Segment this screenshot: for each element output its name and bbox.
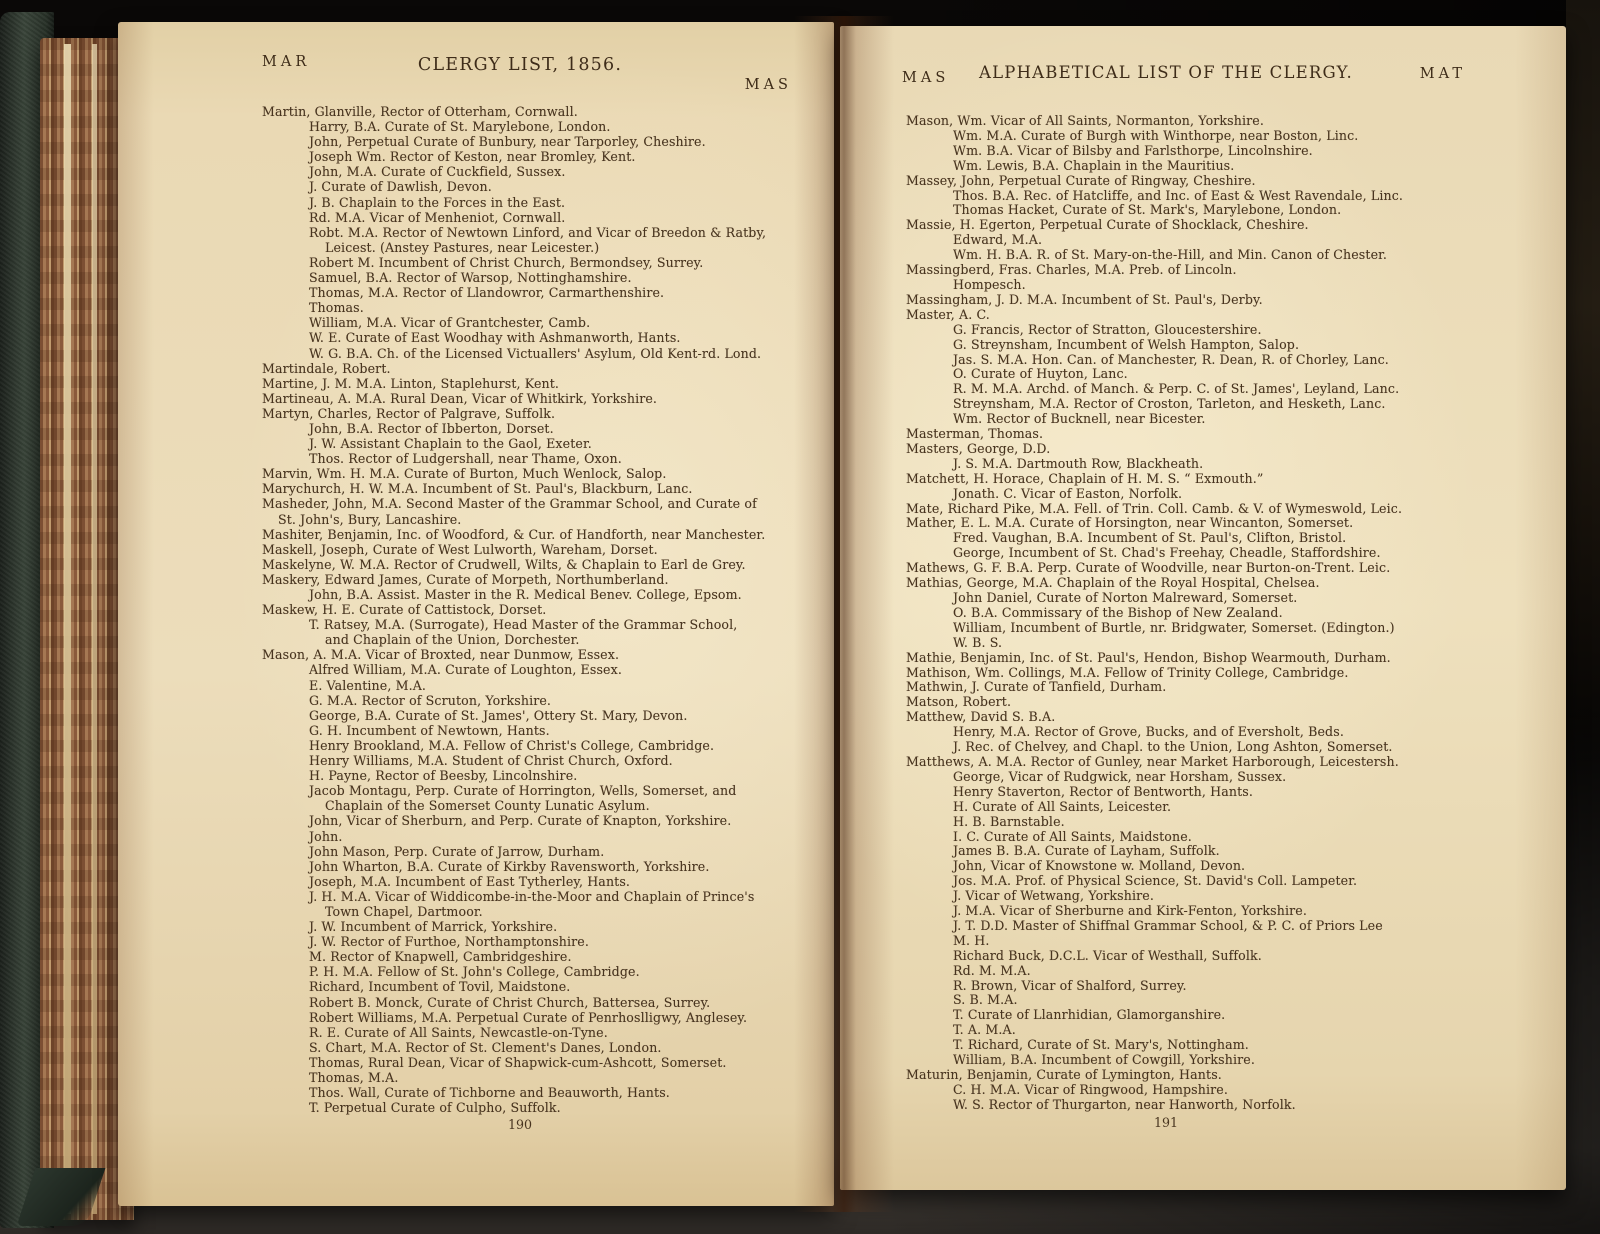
clergy-entry-line: Jas. S. M.A. Hon. Can. of Manchester, R. Dean, R. of Chorley, Lanc. (953, 351, 1389, 367)
clergy-entry-line: Robt. M.A. Rector of Newtown Linford, and Vicar of Breedon & Ratby, (309, 224, 767, 240)
clergy-entry-line: Marychurch, H. W. M.A. Incumbent of St. Paul's, Blackburn, Lanc. (262, 481, 693, 497)
clergy-entry-line: Rd. M. M.A. (953, 962, 1031, 978)
clergy-entry-line: Samuel, B.A. Rector of Warsop, Nottinghamshire. (309, 270, 632, 286)
clergy-entry-line: Maskelyne, W. M.A. Rector of Crudwell, Wilts, & Chaplain to Earl de Grey. (262, 556, 746, 572)
clergy-entry-line: Thomas. (309, 300, 364, 316)
clergy-entry-line: Henry Brookland, M.A. Fellow of Christ's College, Cambridge. (309, 737, 715, 753)
clergy-entry-line: Robert Williams, M.A. Perpetual Curate of Penrhoslligwy, Anglesey. (309, 1009, 748, 1025)
clergy-entry-line: W. G. B.A. Ch. of the Licensed Victuallers' Asylum, Old Kent-rd. Lond. (309, 345, 762, 361)
clergy-entry-line: Mathie, Benjamin, Inc. of St. Paul's, Hendon, Bishop Wearmouth, Durham. (906, 649, 1391, 665)
left-page-text (262, 52, 792, 1133)
clergy-entry-line: Leicest. (Anstey Pastures, near Leicester.) (325, 239, 600, 255)
clergy-entry-line: Masters, George, D.D. (906, 440, 1051, 456)
clergy-entry-line: J. H. M.A. Vicar of Widdicombe-in-the-Moor and Chaplain of Prince's (309, 888, 755, 904)
clergy-entry-line: Matthew, David S. B.A. (906, 709, 1056, 725)
clergy-entry-line: George, Incumbent of St. Chad's Freehay, Cheadle, Staffordshire. (953, 545, 1381, 561)
clergy-entry-line: John, M.A. Curate of Cuckfield, Sussex. (309, 164, 566, 180)
clergy-entry-line: J. W. Rector of Furthoe, Northamptonshire. (309, 934, 589, 950)
clergy-entry-line: John Wharton, B.A. Curate of Kirkby Ravensworth, Yorkshire. (309, 858, 710, 874)
clergy-entry-line: Robert M. Incumbent of Christ Church, Bermondsey, Surrey. (309, 254, 704, 270)
clergy-entry-line: Thomas Hacket, Curate of St. Mark's, Marylebone, London. (953, 202, 1342, 218)
clergy-entry-line: Marvin, Wm. H. M.A. Curate of Burton, Much Wenlock, Salop. (262, 466, 667, 482)
clergy-entry-line: Mason, Wm. Vicar of All Saints, Normanton, Yorkshire. (906, 113, 1264, 128)
clergy-entry-line: T. A. M.A. (953, 1022, 1016, 1038)
clergy-entry-line: Wm. Rector of Bucknell, near Bicester. (953, 411, 1206, 427)
clergy-entry-line: Rd. M.A. Vicar of Menheniot, Cornwall. (309, 209, 566, 225)
clergy-entry-line: Richard Buck, D.C.L. Vicar of Westhall, Suffolk. (953, 947, 1262, 963)
page-number: 191 (1153, 1114, 1179, 1130)
clergy-entry-line: S. B. M.A. (953, 992, 1018, 1008)
clergy-entry-line: E. Valentine, M.A. (309, 677, 427, 693)
clergy-entry-line: George, B.A. Curate of St. James', Ottery St. Mary, Devon. (309, 707, 688, 723)
clergy-entry-line: Martine, J. M. M.A. Linton, Staplehurst, Kent. (262, 375, 560, 391)
clergy-entry-line: Mather, E. L. M.A. Curate of Horsington, near Wincanton, Somerset. (906, 515, 1354, 531)
clergy-entry-line: Joseph, M.A. Incumbent of East Tytherley, Hants. (309, 873, 631, 889)
clergy-entry-line: G. Francis, Rector of Stratton, Gloucestershire. (953, 321, 1262, 337)
clergy-entry-line: Thomas, M.A. (309, 1070, 399, 1085)
clergy-entry-line: T. Richard, Curate of St. Mary's, Nottingham. (953, 1037, 1249, 1053)
clergy-entry-line: P. H. M.A. Fellow of St. John's College, Cambridge. (309, 964, 640, 980)
clergy-entry-line: Alfred William, M.A. Curate of Loughton, Essex. (309, 662, 622, 678)
clergy-entry-line: John Mason, Perp. Curate of Jarrow, Durham. (309, 843, 605, 859)
clergy-list-left (262, 104, 778, 1115)
clergy-entry-line: Henry, M.A. Rector of Grove, Bucks, and of Eversholt, Beds. (953, 724, 1344, 740)
clergy-entry-line: W. B. S. (953, 634, 1003, 650)
clergy-entry-line: Martindale, Robert. (262, 360, 391, 376)
clergy-entry-line: J. Vicar of Wetwang, Yorkshire. (953, 888, 1154, 904)
page-number: 190 (507, 1117, 533, 1133)
clergy-entry-line: T. Curate of Llanrhidian, Glamorganshire. (953, 1007, 1226, 1023)
clergy-entry-line: Harry, B.A. Curate of St. Marylebone, London. (309, 119, 611, 135)
clergy-entry-line: Mashiter, Benjamin, Inc. of Woodford, & Cur. of Handforth, near Manchester. (262, 526, 766, 542)
clergy-entry-line: John Daniel, Curate of Norton Malreward, Somerset. (953, 590, 1298, 605)
clergy-entry-line: G. M.A. Rector of Scruton, Yorkshire. (309, 692, 552, 708)
clergy-entry-line: T. Ratsey, M.A. (Surrogate), Head Master of the Grammar School, (309, 617, 738, 633)
clergy-entry-line: J. M.A. Vicar of Sherburne and Kirk-Fenton, Yorkshire. (953, 903, 1307, 919)
clergy-entry-line: G. H. Incumbent of Newtown, Hants. (309, 722, 550, 738)
clergy-entry-line: S. Chart, M.A. Rector of St. Clement's Danes, London. (309, 1039, 662, 1055)
clergy-entry-line: Martyn, Charles, Rector of Palgrave, Suffolk. (262, 405, 556, 421)
clergy-entry-line: Streynsham, M.A. Rector of Croston, Tarleton, and Hesketh, Lanc. (953, 396, 1386, 412)
clergy-entry-line: Richard, Incumbent of Tovil, Maidstone. (309, 979, 571, 995)
right-page-text (902, 62, 1466, 1130)
clergy-entry-line: Henry Williams, M.A. Student of Christ Church, Oxford. (309, 753, 673, 769)
clergy-entry-line: J. S. M.A. Dartmouth Row, Blackheath. (953, 455, 1204, 471)
page-header-title: CLERGY LIST, 1856. (417, 55, 623, 75)
clergy-entry-line: Massingham, J. D. M.A. Incumbent of St. Paul's, Derby. (906, 291, 1263, 307)
clergy-entry-line: Massingberd, Fras. Charles, M.A. Preb. of Lincoln. (906, 262, 1237, 278)
clergy-entry-line: Massie, H. Egerton, Perpetual Curate of Shocklack, Cheshire. (906, 217, 1309, 233)
clergy-entry-line: Maskery, Edward James, Curate of Morpeth, Northumberland. (262, 571, 669, 587)
clergy-entry-line: Master, A. C. (906, 306, 990, 322)
page-header-title: ALPHABETICAL LIST OF THE CLERGY. (979, 63, 1353, 82)
page-edge-sliver (64, 44, 71, 1214)
clergy-entry-line: Matthews, A. M.A. Rector of Gunley, near Market Harborough, Leicestersh. (906, 753, 1399, 769)
clergy-entry-line: Jacob Montagu, Perp. Curate of Horrington, Wells, Somerset, and (309, 783, 737, 799)
clergy-entry-line: Thos. Rector of Ludgershall, near Thame, Oxon. (309, 451, 622, 467)
right-page (840, 26, 1566, 1190)
clergy-entry-line: C. H. M.A. Vicar of Ringwood, Hampshire. (953, 1081, 1228, 1097)
clergy-entry-line: Mathews, G. F. B.A. Perp. Curate of Woodville, near Burton-on-Trent. Leic. (906, 560, 1391, 576)
clergy-entry-line: Thos. B.A. Rec. of Hatcliffe, and Inc. of East & West Ravendale, Linc. (953, 187, 1403, 203)
clergy-entry-line: Chaplain of the Somerset County Lunatic Asylum. (325, 798, 650, 814)
page-edge-sliver (92, 44, 97, 1214)
clergy-entry-line: H. Curate of All Saints, Leicester. (953, 798, 1172, 814)
clergy-entry-line: Edward, M.A. (953, 232, 1043, 248)
clergy-entry-line: R. E. Curate of All Saints, Newcastle-on-Tyne. (309, 1024, 608, 1040)
running-head-left: MAS (902, 70, 950, 86)
clergy-entry-line: John, Vicar of Knowstone w. Molland, Devon. (953, 858, 1246, 874)
clergy-entry-line: Matson, Robert. (906, 694, 1012, 710)
clergy-entry-line: Martineau, A. M.A. Rural Dean, Vicar of Whitkirk, Yorkshire. (262, 390, 658, 406)
left-page (118, 22, 834, 1206)
clergy-entry-line: J. Rec. of Chelvey, and Chapl. to the Union, Long Ashton, Somerset. (953, 739, 1393, 755)
clergy-entry-line: H. B. Barnstable. (953, 813, 1065, 829)
clergy-entry-line: I. C. Curate of All Saints, Maidstone. (953, 828, 1192, 844)
clergy-entry-line: Mate, Richard Pike, M.A. Fell. of Trin. Coll. Camb. & V. of Wymeswold, Leic. (906, 500, 1403, 516)
clergy-entry-line: Martin, Glanville, Rector of Otterham, Cornwall. (262, 104, 578, 119)
clergy-entry-line: Massey, John, Perpetual Curate of Ringway, Cheshire. (906, 172, 1256, 188)
clergy-list-right (906, 114, 1426, 1113)
clergy-entry-line: St. John's, Bury, Lancashire. (278, 511, 462, 527)
clergy-entry-line: Joseph Wm. Rector of Keston, near Bromley, Kent. (309, 149, 636, 165)
clergy-entry-line: W. E. Curate of East Woodhay with Ashmanworth, Hants. (309, 330, 681, 346)
clergy-entry-line: Mathison, Wm. Collings, M.A. Fellow of Trinity College, Cambridge. (906, 664, 1349, 680)
clergy-entry-line: R. M. M.A. Archd. of Manch. & Perp. C. of St. James', Leyland, Lanc. (953, 381, 1400, 397)
running-head-right: MAT (1419, 66, 1466, 82)
clergy-entry-line: Mathias, George, M.A. Chaplain of the Royal Hospital, Chelsea. (906, 575, 1320, 591)
clergy-entry-line: T. Perpetual Curate of Culpho, Suffolk. (309, 1100, 561, 1116)
clergy-entry-line: John. (309, 828, 343, 844)
clergy-entry-line: J. B. Chaplain to the Forces in the East. (309, 194, 566, 210)
clergy-entry-line: William, B.A. Incumbent of Cowgill, Yorkshire. (953, 1052, 1255, 1068)
clergy-entry-line: Jos. M.A. Prof. of Physical Science, St. David's Coll. Lampeter. (953, 873, 1358, 889)
running-head-left: MAR (262, 54, 311, 70)
clergy-entry-line: J. Curate of Dawlish, Devon. (309, 179, 492, 195)
clergy-entry-line: and Chaplain of the Union, Dorchester. (325, 632, 580, 648)
clergy-entry-line: Hompesch. (953, 276, 1026, 292)
clergy-entry-line: Wm. H. B.A. R. of St. Mary-on-the-Hill, and Min. Canon of Chester. (953, 247, 1388, 263)
clergy-entry-line: J. T. D.D. Master of Shiffnal Grammar School, & P. C. of Priors Lee (953, 917, 1383, 933)
clergy-entry-line: H. Payne, Rector of Beesby, Lincolnshire. (309, 768, 578, 784)
book-cover-right-edge (1566, 0, 1600, 760)
clergy-entry-line: Thos. Wall, Curate of Tichborne and Beauworth, Hants. (309, 1085, 670, 1101)
right-page-running-head (902, 62, 1466, 112)
clergy-entry-line: John, Perpetual Curate of Bunbury, near Tarporley, Cheshire. (309, 134, 706, 150)
clergy-entry-line: Mathwin, J. Curate of Tanfield, Durham. (906, 679, 1167, 695)
clergy-entry-line: William, Incumbent of Burtle, nr. Bridgwater, Somerset. (Edington.) (953, 619, 1395, 635)
clergy-entry-line: Masheder, John, M.A. Second Master of the Grammar School, and Curate of (262, 496, 757, 512)
clergy-entry-line: John, B.A. Rector of Ibberton, Dorset. (309, 420, 554, 436)
clergy-entry-line: Henry Staverton, Rector of Bentworth, Hants. (953, 783, 1253, 799)
clergy-entry-line: M. Rector of Knapwell, Cambridgeshire. (309, 949, 572, 965)
clergy-entry-line: Robert B. Monck, Curate of Christ Church, Battersea, Surrey. (309, 994, 711, 1010)
clergy-entry-line: O. Curate of Huyton, Lanc. (953, 366, 1128, 382)
clergy-entry-line: Wm. Lewis, B.A. Chaplain in the Mauritius. (953, 157, 1235, 173)
left-page-running-head (262, 52, 792, 102)
clergy-entry-line: M. H. (953, 932, 990, 948)
clergy-entry-line: G. Streynsham, Incumbent of Welsh Hampton, Salop. (953, 336, 1300, 352)
clergy-entry-line: Thomas, M.A. Rector of Llandowror, Carmarthenshire. (309, 285, 665, 301)
clergy-entry-line: O. B.A. Commissary of the Bishop of New Zealand. (953, 604, 1283, 620)
clergy-entry-line: Fred. Vaughan, B.A. Incumbent of St. Paul's, Clifton, Bristol. (953, 530, 1347, 546)
clergy-entry-line: William, M.A. Vicar of Grantchester, Camb. (309, 315, 591, 331)
clergy-entry-line: Matchett, H. Horace, Chaplain of H. M. S. “ Exmouth.” (906, 470, 1264, 486)
clergy-entry-line: Masterman, Thomas. (906, 426, 1044, 442)
clergy-entry-line: Maskell, Joseph, Curate of West Lulworth, Wareham, Dorset. (262, 541, 658, 557)
clergy-entry-line: Wm. M.A. Curate of Burgh with Winthorpe, near Boston, Linc. (953, 127, 1359, 143)
clergy-entry-line: Maturin, Benjamin, Curate of Lymington, Hants. (906, 1067, 1222, 1082)
clergy-entry-line: John, Vicar of Sherburn, and Perp. Curate of Knapton, Yorkshire. (309, 813, 732, 829)
clergy-entry-line: Town Chapel, Dartmoor. (325, 903, 483, 919)
clergy-entry-line: Thomas, Rural Dean, Vicar of Shapwick-cum-Ashcott, Somerset. (309, 1054, 727, 1070)
clergy-entry-line: W. S. Rector of Thurgarton, near Hanworth, Norfolk. (953, 1096, 1296, 1112)
clergy-entry-line: R. Brown, Vicar of Shalford, Surrey. (953, 977, 1187, 993)
clergy-entry-line: James B. B.A. Curate of Layham, Suffolk. (953, 843, 1220, 859)
clergy-entry-line: George, Vicar of Rudgwick, near Horsham, Sussex. (953, 768, 1287, 784)
running-head-right: MAS (744, 77, 792, 93)
clergy-entry-line: Maskew, H. E. Curate of Cattistock, Dorset. (262, 602, 547, 618)
clergy-entry-line: John, B.A. Assist. Master in the R. Medical Benev. College, Epsom. (309, 587, 742, 602)
clergy-entry-line: Wm. B.A. Vicar of Bilsby and Farlsthorpe, Lincolnshire. (953, 142, 1313, 158)
clergy-entry-line: Mason, A. M.A. Vicar of Broxted, near Dunmow, Essex. (262, 647, 620, 663)
clergy-entry-line: Jonath. C. Vicar of Easton, Norfolk. (953, 485, 1183, 501)
clergy-entry-line: J. W. Incumbent of Marrick, Yorkshire. (309, 919, 558, 935)
clergy-entry-line: J. W. Assistant Chaplain to the Gaol, Exeter. (309, 436, 592, 452)
